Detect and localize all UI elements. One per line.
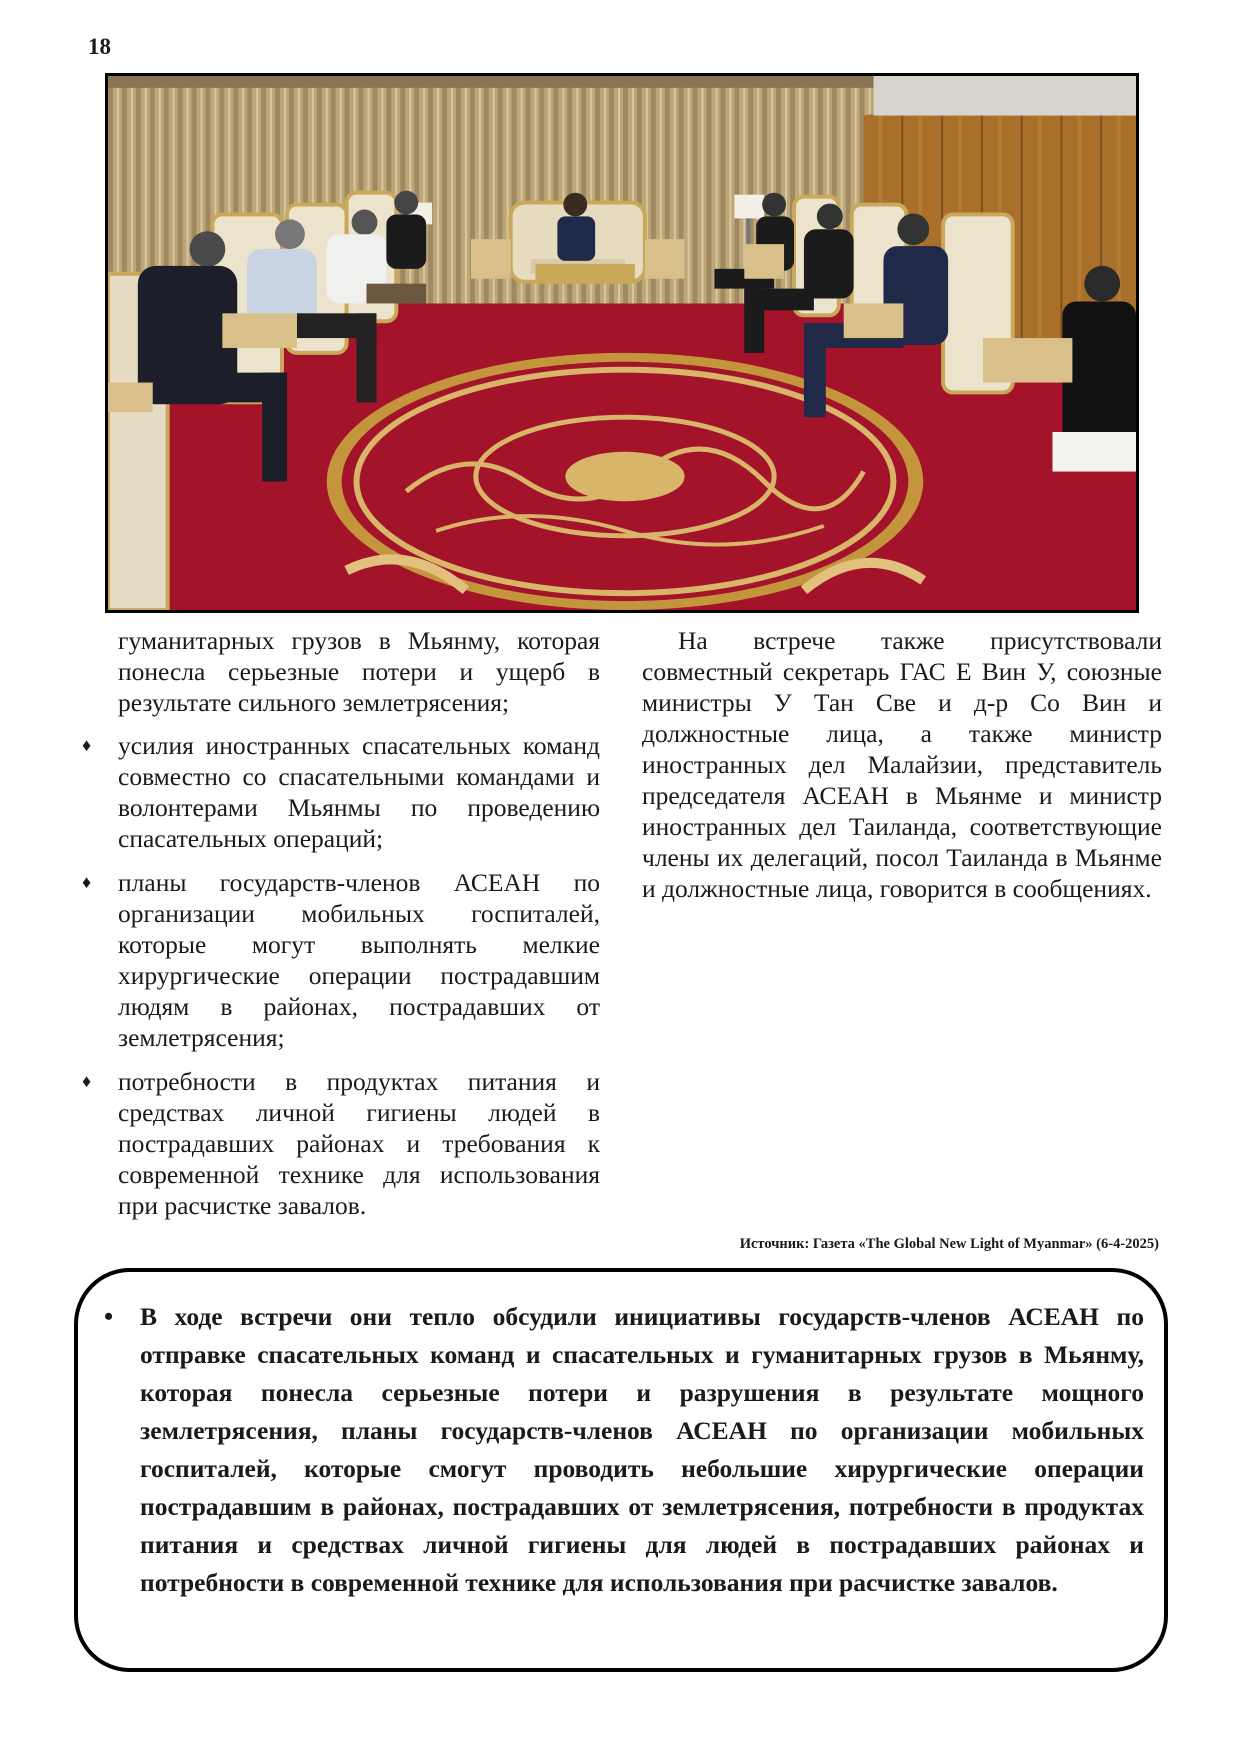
summary-box xyxy=(74,1268,1168,1672)
meeting-photo-illustration xyxy=(108,76,1136,610)
meeting-photo xyxy=(105,73,1139,613)
attendees-paragraph: На встрече также присутствовали совместный секретарь ГАС Е Вин У, союзные министры У Тан Све и д-р Со Вин и должностные лица, а также министр иностранных дел Малайзии, представитель председателя АСЕАН в Мьянме и министр иностранных дел Таиланда, соответствующие члены их делегаций, посол Таиланда в Мьянме и должностные лица, говорится в сообщениях. xyxy=(642,626,1162,903)
list-item: ♦ усилия иностранных спасательных команд совместно со спасательными командами и волонтерами Мьянмы по проведению спасательных операций; xyxy=(118,730,600,854)
page-number: 18 xyxy=(88,34,111,59)
right-column xyxy=(642,625,1162,904)
summary-text: • В ходе встречи они тепло обсудили инициативы государств-членов АСЕАН по отправке спасательных команд и спасательных и гуманитарных грузов в Мьянму, которая понесла серьезные потери и разрушения в результате мощного землетрясения, планы государств-членов АСЕАН по организации мобильных госпиталей, которые смогут проводить небольшие хирургические операции пострадавшим в районах, пострадавших от землетрясения, потребности в продуктах питания и средствах личной гигиены для людей в пострадавших районах и потребности в современной технике для использования при расчистке завалов. xyxy=(140,1298,1144,1602)
source-citation: Источник: Газета «The Global New Light of Myanmar» (6-4-2025) xyxy=(739,1236,1159,1252)
bullet-list xyxy=(118,730,600,1221)
left-column xyxy=(118,625,600,1234)
summary-list xyxy=(140,1298,1144,1602)
list-item: ♦ потребности в продуктах питания и средствах личной гигиены людей в пострадавших районах и требования к современной технике для использования при расчистке завалов. xyxy=(118,1066,600,1221)
continuation-paragraph: гуманитарных грузов в Мьянму, которая понесла серьезные потери и ущерб в результате сильного землетрясения; xyxy=(118,626,600,717)
list-item: ♦ планы государств-членов АСЕАН по организации мобильных госпиталей, которые могут выполнять мелкие хирургические операции пострадавшим людям в районах, пострадавших от землетрясения; xyxy=(118,867,600,1053)
